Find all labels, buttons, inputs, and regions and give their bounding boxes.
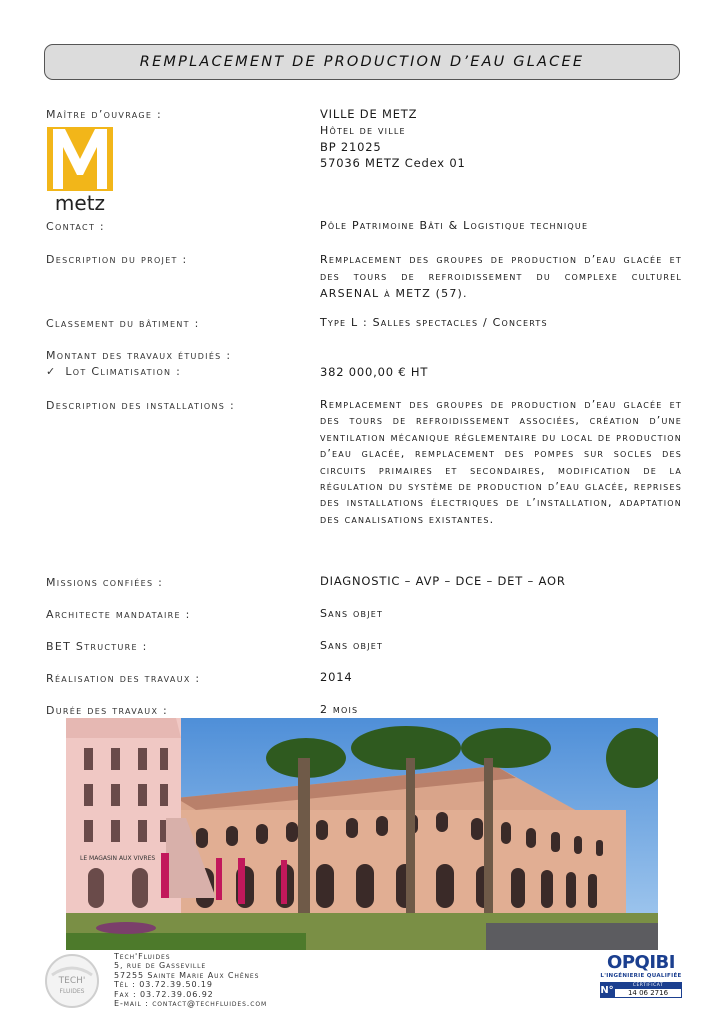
footer-email[interactable]: E-mail : contact@techfluides.com <box>114 999 268 1009</box>
missions-value: DIAGNOSTIC – AVP – DCE – DET – AOR <box>320 574 566 588</box>
installations-label: Description des installations : <box>46 399 235 412</box>
description-value: Remplacement des groupes de production d’eau glacée et des tours de refroidissement du complexe culturel ARSENAL à METZ (57). <box>320 253 682 300</box>
footer-address <box>114 952 267 1008</box>
architect-label: Architecte mandataire : <box>46 608 191 621</box>
contact-label: Contact : <box>46 220 105 233</box>
logo-line1: TECH' <box>58 976 86 986</box>
lot-row <box>46 365 181 378</box>
realisation-value: 2014 <box>320 670 353 684</box>
missions-label: Missions confiées : <box>46 576 164 589</box>
opqibi-tagline: L'INGÉNIERIE QUALIFIÉE <box>600 973 682 979</box>
duration-label: Durée des travaux : <box>46 704 169 717</box>
owner-address-line3: 57036 METZ Cedex 01 <box>320 156 466 170</box>
duration-value: 2 mois <box>320 703 359 716</box>
cert-n-label: N° <box>600 982 614 998</box>
arsenal-photo <box>66 718 658 950</box>
description-label: Description du projet : <box>46 253 188 266</box>
owner-label: Maître d’ouvrage : <box>46 108 163 121</box>
cert-label: CERTIFICAT <box>615 983 681 989</box>
opqibi-logo: OPQIBI <box>607 952 675 973</box>
opqibi-certification <box>600 953 682 1005</box>
footer-tel: Tél : 03.72.39.50.19 <box>114 980 213 990</box>
techfluides-logo <box>44 953 100 1009</box>
lot-label: Lot Climatisation : <box>65 365 182 378</box>
classification-value: Type L : Salles spectacles / Concerts <box>320 316 548 329</box>
owner-address-line2: BP 21025 <box>320 140 382 154</box>
footer-street: 5, rue de Gasseville <box>114 961 207 971</box>
metz-logo <box>47 127 113 213</box>
realisation-label: Réalisation des travaux : <box>46 672 201 685</box>
owner-name: VILLE DE METZ <box>320 107 418 121</box>
photo-sign: LE MAGASIN AUX VIVRES <box>80 855 156 862</box>
contact-value: Pôle Patrimoine Bâti & Logistique technique <box>320 219 589 232</box>
footer-company: Tech'Fluides <box>114 952 171 961</box>
metz-logo-word: metz <box>54 191 106 213</box>
bet-label: BET Structure : <box>46 640 148 653</box>
title-banner <box>44 44 680 80</box>
bet-value: Sans objet <box>320 639 384 652</box>
owner-address-line1: Hôtel de ville <box>320 124 406 137</box>
cert-number: 14 06 2716 <box>627 989 669 997</box>
logo-line2: FLUIDES <box>59 988 85 995</box>
footer-fax: Fax : 03.72.39.06.92 <box>114 989 214 999</box>
footer-city: 57255 Sainte Marie Aux Chênes <box>114 970 260 980</box>
amount-value: 382 000,00 € HT <box>320 365 429 379</box>
page-title: REMPLACEMENT DE PRODUCTION D’EAU GLACEE <box>139 54 585 70</box>
amount-label: Montant des travaux étudiés : <box>46 349 232 362</box>
architect-value: Sans objet <box>320 607 384 620</box>
check-icon: ✓ <box>46 365 57 378</box>
installations-value: Remplacement des groupes de production d’eau glacée et des tours de refroidissement associées, création d’une ventilation mécanique réglementaire du local de production d’eau glacée, remplacement des pompes sur socles des circuits primaires et secondaires, modification de la régulation du système de production d’eau glacée, reprises des installations électriques de l’installation, adaptation des canalisations existantes. <box>320 398 682 526</box>
classification-label: Classement du bâtiment : <box>46 317 200 330</box>
